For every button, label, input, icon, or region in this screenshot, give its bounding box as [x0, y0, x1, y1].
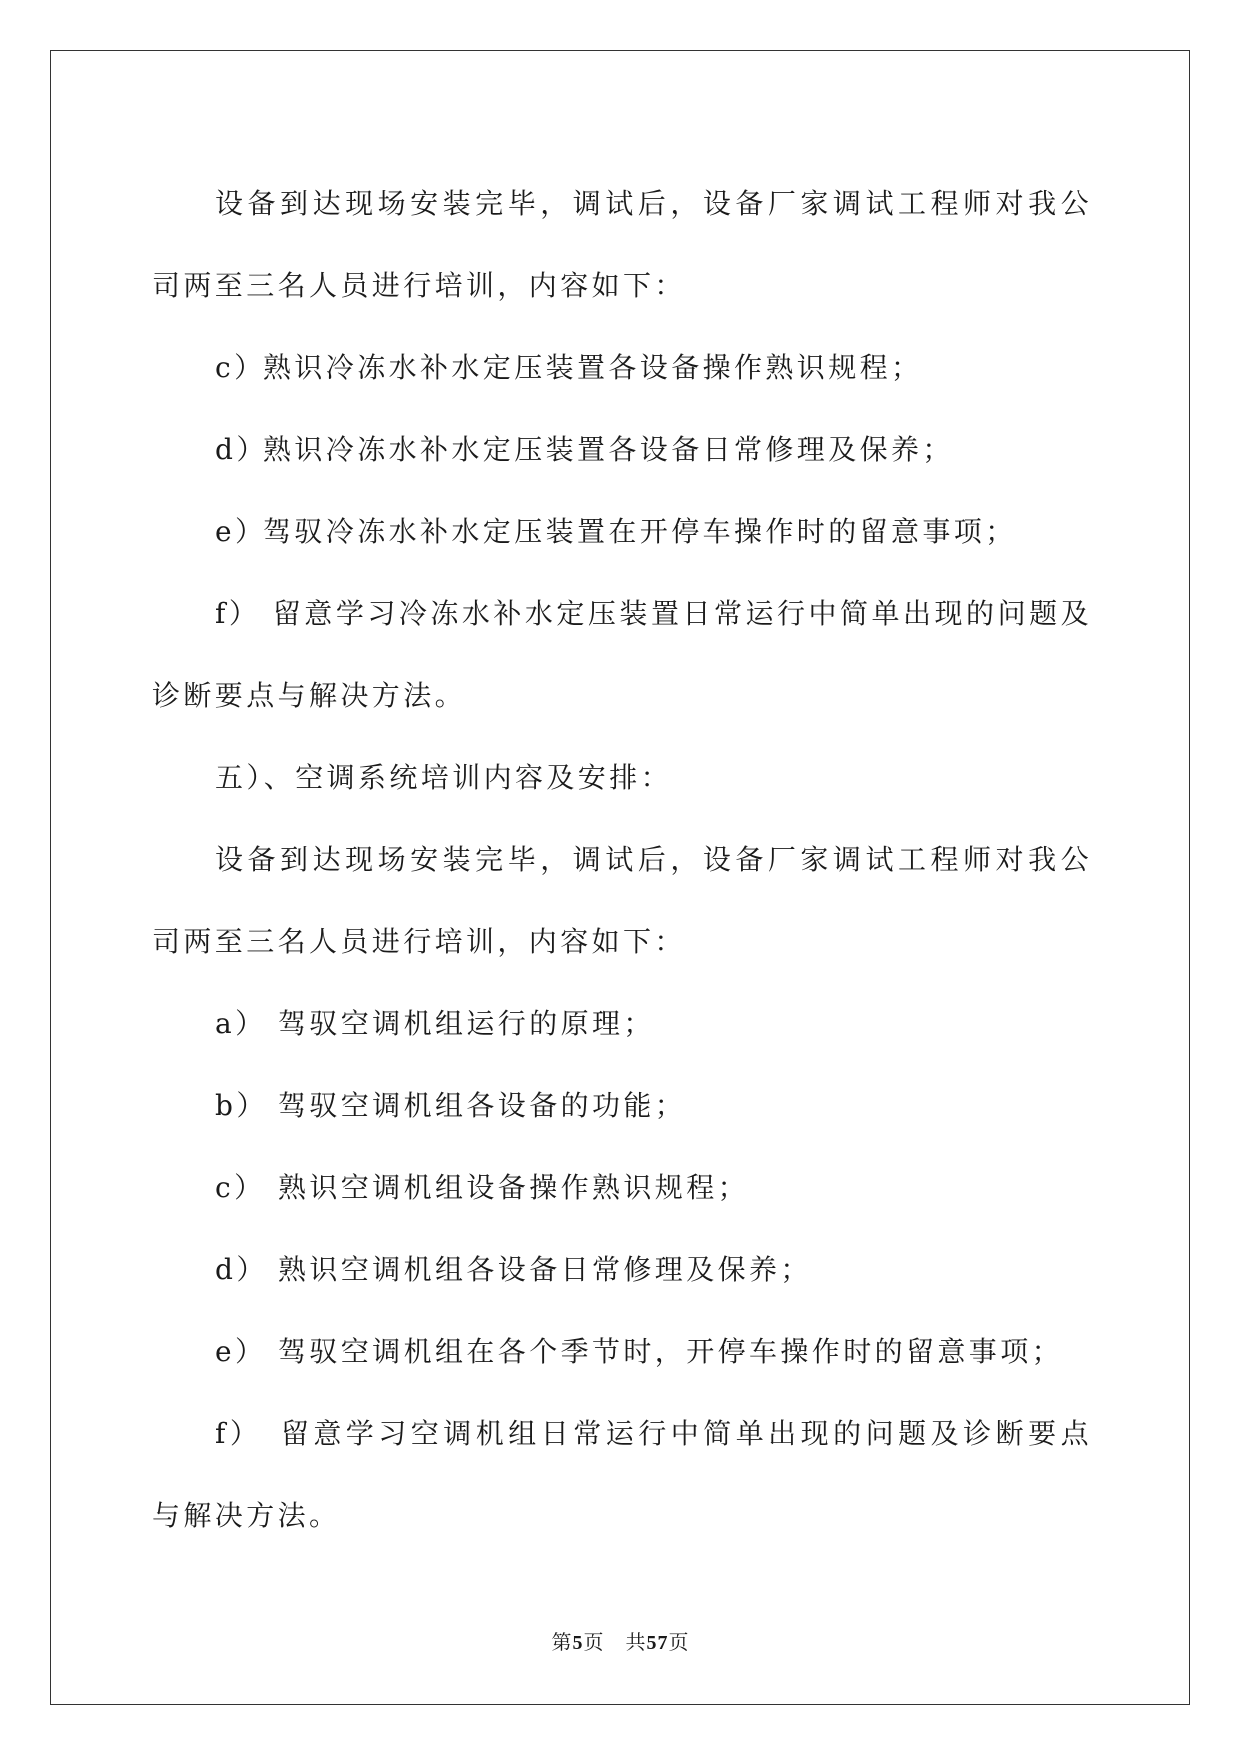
paragraph-intro-1: 设备到达现场安装完毕，调试后，设备厂家调试工程师对我公司两至三名人员进行培训，内容如下：: [152, 187, 1092, 302]
list-item-text: 驾驭冷冻水补水定压装置在开停车操作时的留意事项；: [263, 515, 1017, 548]
list-item-text: 驾驭空调机组运行的原理；: [278, 1007, 655, 1040]
list-marker: d）: [215, 1253, 268, 1286]
footer-prefix: 第: [551, 1630, 573, 1654]
list-marker: b）: [215, 1089, 268, 1122]
footer-total-pages: 57: [646, 1632, 669, 1654]
list-marker: c）: [215, 1171, 266, 1204]
paragraph-intro-2: 设备到达现场安装完毕，调试后，设备厂家调试工程师对我公司两至三名人员进行培训，内容如下：: [152, 843, 1092, 958]
page-footer: [0, 1626, 1241, 1655]
list-marker: d）: [215, 433, 268, 466]
list-item-d-2: [152, 1229, 1092, 1311]
paragraph-item-f-2: f） 留意学习空调机组日常运行中简单出现的问题及诊断要点与解决方法。: [152, 1417, 1092, 1532]
list-marker: c）: [215, 351, 266, 384]
footer-page-number: 5: [572, 1632, 584, 1654]
list-item-a-2: [152, 983, 1092, 1065]
list-marker: a）: [215, 1007, 267, 1040]
list-item-text: 熟识冷冻水补水定压装置各设备操作熟识规程；: [263, 351, 923, 384]
list-item-text: 驾驭空调机组各设备的功能；: [278, 1089, 687, 1122]
list-item-text: 驾驭空调机组在各个季节时，开停车操作时的留意事项；: [278, 1335, 1064, 1368]
list-marker: e）: [215, 1335, 267, 1368]
section-heading-5: 五）、空调系统培训内容及安排：: [215, 761, 673, 794]
paragraph-item-f-1: f） 留意学习冷冻水补水定压装置日常运行中简单出现的问题及诊断要点与解决方法。: [152, 597, 1092, 712]
list-item-d-1: [152, 409, 1092, 491]
document-body: [152, 163, 1092, 1557]
footer-suffix: 页: [668, 1630, 690, 1654]
list-item-c-2: [152, 1147, 1092, 1229]
list-item-text: 熟识冷冻水补水定压装置各设备日常修理及保养；: [263, 433, 954, 466]
list-item-e-1: [152, 491, 1092, 573]
list-item-text: 熟识空调机组各设备日常修理及保养；: [278, 1253, 812, 1286]
list-item-e-2: [152, 1311, 1092, 1393]
list-marker: e）: [215, 515, 267, 548]
list-item-text: 熟识空调机组设备操作熟识规程；: [278, 1171, 750, 1204]
list-item-b-2: [152, 1065, 1092, 1147]
list-item-c-1: [152, 327, 1092, 409]
footer-mid: 页 共: [583, 1630, 647, 1654]
